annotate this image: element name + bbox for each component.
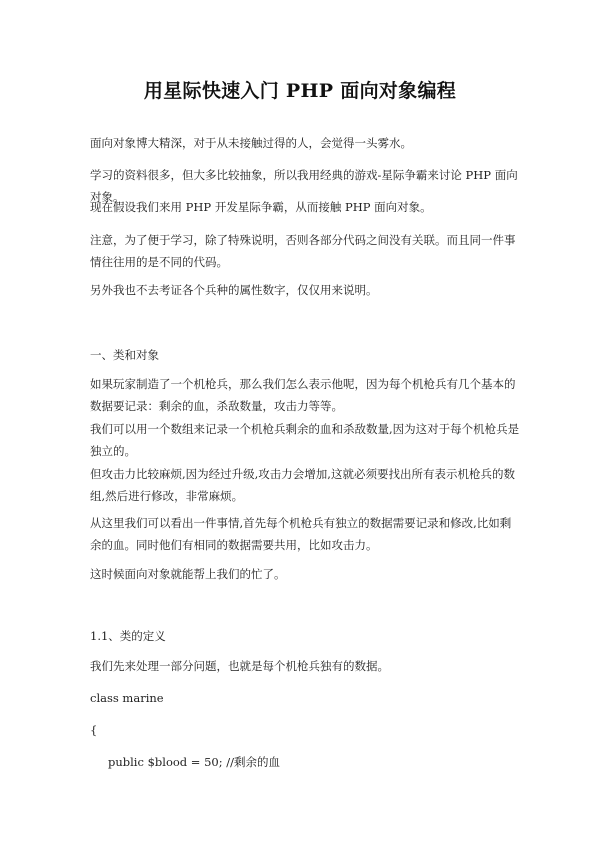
code-line-blood-property: public $blood = 50; //剩余的血 (108, 755, 281, 769)
code-line-open-brace: { (90, 723, 98, 737)
section-heading-class-definition: 1.1、类的定义 (90, 629, 166, 643)
intro-paragraph-1: 面向对象博大精深，对于从未接触过得的人，会觉得一头雾水。 (90, 136, 412, 150)
section11-paragraph: 我们先来处理一部分问题，也就是每个机枪兵独有的数据。 (90, 659, 389, 673)
section1-paragraph-4: 从这里我们可以看出一件事情,首先每个机枪兵有独立的数据需要记录和修改,比如剩余的血。同时他们有相同的数据需要共用，比如攻击力。 (90, 516, 512, 552)
section1-paragraph-2: 我们可以用一个数组来记录一个机枪兵剩余的血和杀敌数量,因为这对于每个机枪兵是独立的。 (90, 422, 520, 458)
section1-paragraph-5: 这时候面向对象就能帮上我们的忙了。 (90, 567, 286, 581)
section-heading-classes-objects: 一、类和对象 (90, 348, 159, 362)
document-title: 用星际快速入门 PHP 面向对象编程 (143, 80, 457, 102)
intro-paragraph-5: 另外我也不去考证各个兵种的属性数字，仅仅用来说明。 (90, 283, 378, 297)
section1-paragraph-3: 但攻击力比较麻烦,因为经过升级,攻击力会增加,这就必须要找出所有表示机枪兵的数组,然后进行修改，非常麻烦。 (90, 467, 515, 503)
intro-paragraph-3: 现在假设我们来用 PHP 开发星际争霸，从而接触 PHP 面向对象。 (90, 200, 432, 214)
code-line-class: class marine (90, 691, 164, 705)
section1-paragraph-1: 如果玩家制造了一个机枪兵，那么我们怎么表示他呢，因为每个机枪兵有几个基本的数据要记录：剩余的血，杀敌数量，攻击力等等。 (90, 377, 516, 413)
intro-paragraph-4: 注意，为了便于学习，除了特殊说明，否则各部分代码之间没有关联。而且同一件事情往往用的是不同的代码。 (90, 233, 516, 269)
intro-paragraph-2: 学习的资料很多，但大多比较抽象，所以我用经典的游戏-星际争霸来讨论 PHP 面向对象。 (90, 168, 518, 204)
